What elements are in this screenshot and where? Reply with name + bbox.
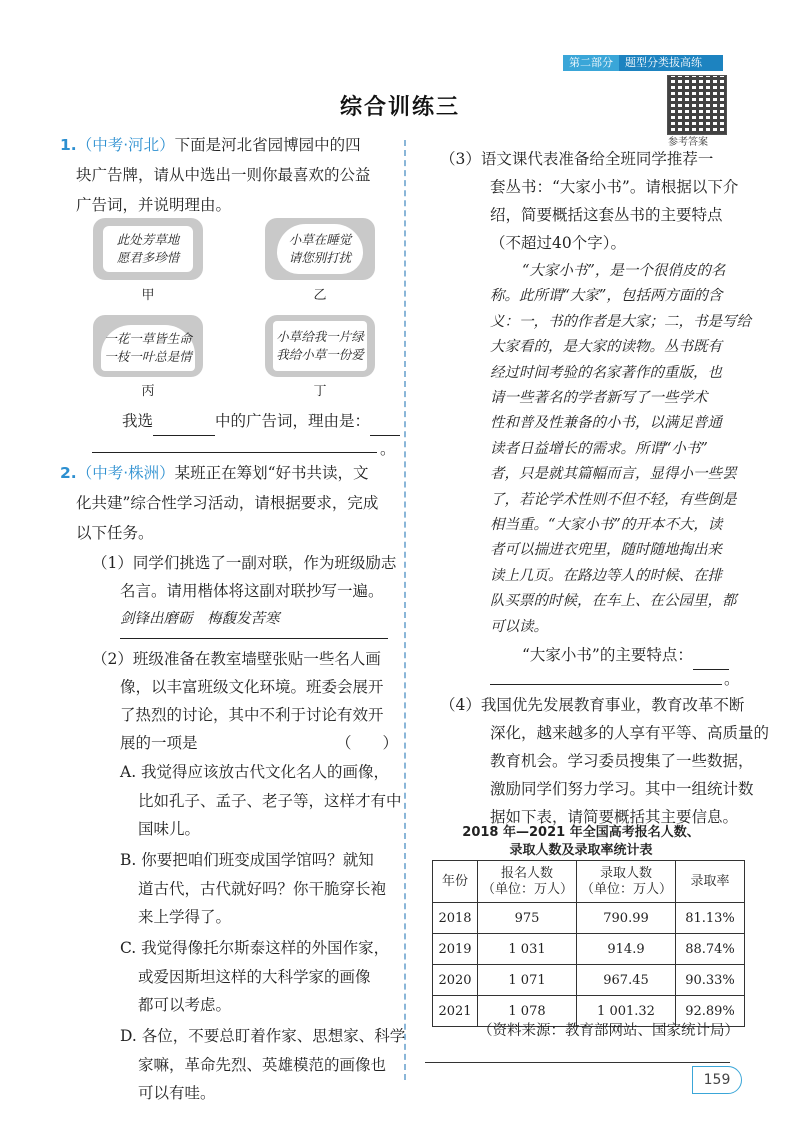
sign-yi bbox=[265, 218, 375, 280]
q2-line1 bbox=[60, 458, 369, 488]
header-rate: 录取率 bbox=[676, 861, 745, 903]
passage-line: 相当重。“大家小书”的开本不大，读 bbox=[490, 517, 723, 533]
q2-text: 某班正在筹划“好书共读，文 bbox=[174, 464, 369, 482]
passage-line: 了，若论学术性则不但不轻，有些倒是 bbox=[490, 491, 737, 508]
q3-answer-underline[interactable] bbox=[490, 684, 722, 685]
q1-text: 下面是河北省园博园中的四 bbox=[174, 136, 361, 154]
couplet-text: 剑锋出磨砺 梅馥发苦寒 bbox=[120, 611, 280, 627]
cell-admitted: 1 001.32 bbox=[577, 996, 676, 1027]
q2-source-tag: （中考·株洲） bbox=[76, 464, 175, 482]
q2-line3: 以下任务。 bbox=[76, 524, 154, 542]
q2-p1-line1: （1）同学们挑选了一副对联，作为班级励志 bbox=[92, 554, 397, 572]
q1-end: 。 bbox=[380, 440, 396, 458]
sign-ding-caption: 丁 bbox=[313, 384, 327, 399]
cell-applicants: 1 031 bbox=[478, 934, 577, 965]
header-applicants-b: （单位：万人） bbox=[482, 881, 574, 897]
column-divider bbox=[404, 140, 406, 1080]
cell-admitted: 914.9 bbox=[577, 934, 676, 965]
q1-number: 1. bbox=[60, 136, 77, 154]
q4-line4: 激励同学们努力学习。其中一组统计数 bbox=[490, 780, 754, 798]
q1-source-tag: （中考·河北） bbox=[76, 136, 175, 154]
sign-bing-line1: 一花一草皆生命 bbox=[104, 331, 192, 346]
option-c-line3: 都可以考虑。 bbox=[138, 996, 232, 1014]
bottom-rule bbox=[425, 1062, 730, 1063]
qr-label: 参考答案 bbox=[668, 137, 708, 148]
cell-year: 2021 bbox=[433, 996, 478, 1027]
passage-line: 者，只是就其篇幅而言，显得小一些罢 bbox=[490, 466, 737, 483]
cell-year: 2019 bbox=[433, 934, 478, 965]
sign-ding-line2: 我给小草一份爱 bbox=[276, 347, 364, 362]
q1-choice-blank[interactable] bbox=[153, 435, 215, 436]
cell-admitted: 790.99 bbox=[577, 903, 676, 934]
passage-line: 者可以揣进衣兜里，随时随地掏出来 bbox=[490, 542, 722, 559]
q1-line1 bbox=[60, 130, 361, 160]
cell-year: 2018 bbox=[433, 903, 478, 934]
passage-line: 称。此所谓“大家”，包括两方面的含 bbox=[490, 288, 723, 305]
q1-line3: 广告词，并说明理由。 bbox=[76, 196, 232, 214]
sign-bing-line2: 一枝一叶总是情 bbox=[104, 349, 192, 364]
table-title bbox=[432, 824, 730, 860]
table-row bbox=[433, 903, 745, 934]
option-a-line3: 国味儿。 bbox=[138, 820, 201, 838]
cell-admitted: 967.45 bbox=[577, 965, 676, 996]
passage-line: 义：一，书的作者是大家；二，书是写给 bbox=[490, 313, 751, 330]
option-c-line2: 或爱因斯坦这样的大科学家的画像 bbox=[138, 968, 371, 986]
q4-line2: 深化，越来越多的人享有平等、高质量的 bbox=[490, 724, 770, 742]
cell-rate: 90.33% bbox=[676, 965, 745, 996]
table-title-line2: 录取人数及录取率统计表 bbox=[509, 843, 653, 858]
sign-jia-line2: 愿君多珍惜 bbox=[116, 250, 180, 265]
stats-table bbox=[432, 860, 745, 1027]
passage-line: 经过时间考验的名家著作的重版，也 bbox=[490, 364, 722, 381]
q2-p2-line1: （2）班级准备在教室墙壁张贴一些名人画 bbox=[92, 650, 381, 668]
option-b-line1[interactable]: B. 你要把咱们班变成国学馆吗？就知 bbox=[120, 851, 374, 869]
passage-line: 队买票的时候，在车上、在公园里，都 bbox=[490, 593, 737, 610]
table-row bbox=[433, 934, 745, 965]
passage-line: 请一些著名的学者新写了一些学术 bbox=[490, 390, 708, 406]
q3-answer-label: “大家小书”的主要特点： bbox=[522, 646, 693, 664]
q2-number: 2. bbox=[60, 464, 77, 482]
header-year: 年份 bbox=[433, 861, 478, 903]
q4-line5: 据如下表，请简要概括其主要信息。 bbox=[490, 808, 739, 826]
q1-choose-prefix: 我选 bbox=[122, 412, 154, 430]
cell-applicants: 1 078 bbox=[478, 996, 577, 1027]
q3-line4: （不超过40个字）。 bbox=[490, 234, 626, 252]
option-c-line1[interactable]: C. 我觉得像托尔斯泰这样的外国作家， bbox=[120, 939, 390, 957]
cell-rate: 92.89% bbox=[676, 996, 745, 1027]
q1-choose-line bbox=[122, 406, 400, 436]
section-header-bar bbox=[563, 55, 723, 71]
option-a-line2: 比如孔子、孟子、老子等，这样才有中 bbox=[138, 792, 402, 810]
table-row bbox=[433, 965, 745, 996]
sign-ding-line1: 小草给我一片绿 bbox=[276, 329, 364, 344]
q2-p1-line2: 名言。请用楷体将这副对联抄写一遍。 bbox=[120, 582, 384, 600]
q2-answer-paren[interactable]: （ ） bbox=[336, 734, 399, 752]
passage-line: 读者日益增长的需求。所谓“小书” bbox=[490, 440, 708, 457]
part-label: 第二部分 bbox=[563, 55, 619, 71]
table-title-line1: 2018 年—2021 年全国高考报名人数、 bbox=[462, 825, 700, 840]
cell-applicants: 975 bbox=[478, 903, 577, 934]
sign-yi-line2: 请您别打扰 bbox=[288, 250, 352, 265]
cell-year: 2020 bbox=[433, 965, 478, 996]
passage-line: 性和普及性兼备的小书，以满足普通 bbox=[490, 415, 722, 432]
page-number: 159 bbox=[692, 1066, 742, 1094]
q3-line1: （3）语文课代表准备给全班同学推荐一 bbox=[440, 150, 714, 168]
cell-applicants: 1 071 bbox=[478, 965, 577, 996]
cell-rate: 81.13% bbox=[676, 903, 745, 934]
q1-line2: 块广告牌，请从中选出一则你最喜欢的公益 bbox=[76, 166, 371, 184]
q2-copy-line[interactable] bbox=[120, 638, 388, 639]
sign-yi-line1: 小草在睡觉 bbox=[288, 232, 352, 247]
sign-bing bbox=[93, 315, 203, 377]
option-d-line1[interactable]: D. 各位，不要总盯着作家、思想家、科学 bbox=[120, 1027, 406, 1045]
passage-line: 可以读。 bbox=[490, 618, 548, 635]
sign-jia-line1: 此处芳草地 bbox=[116, 232, 180, 247]
option-a-line1[interactable]: A. 我觉得应该放古代文化名人的画像， bbox=[120, 763, 390, 781]
q3-line3: 绍，简要概括这套丛书的主要特点 bbox=[490, 206, 723, 224]
sign-yi-caption: 乙 bbox=[313, 288, 327, 303]
sign-jia-caption: 甲 bbox=[141, 288, 155, 303]
q2-p2-line2: 像，以丰富班级文化环境。班委会展开 bbox=[120, 678, 384, 696]
q2-p2-line4: 展的一项是 bbox=[120, 734, 198, 752]
option-b-line2: 道古代，古代就好吗？你干脆穿长袍 bbox=[138, 880, 387, 898]
section-label: 题型分类拔高练 bbox=[619, 55, 723, 71]
header-admitted bbox=[577, 861, 676, 903]
sign-bing-caption: 丙 bbox=[141, 384, 155, 399]
header-admitted-a: 录取人数 bbox=[599, 865, 652, 881]
header-applicants-a: 报名人数 bbox=[500, 865, 553, 881]
q4-line1: （4）我国优先发展教育事业，教育改革不断 bbox=[440, 696, 745, 714]
sign-ding bbox=[265, 315, 375, 377]
q4-line3: 教育机会。学习委员搜集了一些数据， bbox=[490, 752, 754, 770]
passage-line: “大家小书”，是一个很俏皮的名 bbox=[522, 263, 726, 279]
header-applicants bbox=[478, 861, 577, 903]
q3-line2: 套丛书：“大家小书”。请根据以下介 bbox=[490, 178, 739, 196]
cell-rate: 88.74% bbox=[676, 934, 745, 965]
q1-choose-suffix: 中的广告词，理由是： bbox=[215, 412, 371, 430]
q3-answer-line bbox=[522, 640, 729, 670]
table-source: （资料来源：教育部网站、国家统计局） bbox=[478, 1023, 739, 1039]
q2-line2: 化共建”综合性学习活动，请根据要求，完成 bbox=[76, 494, 379, 512]
q2-p2-line3: 了热烈的讨论，其中不利于讨论有效开 bbox=[120, 706, 384, 724]
option-d-line3: 可以有哇。 bbox=[138, 1084, 216, 1102]
option-d-line2: 家嘛，革命先烈、英雄模范的画像也 bbox=[138, 1056, 387, 1074]
header-admitted-b: （单位：万人） bbox=[581, 881, 673, 897]
passage-line: 大家看的，是大家的读物。丛书既有 bbox=[490, 339, 722, 356]
q3-end: 。 bbox=[724, 670, 740, 688]
sign-jia bbox=[93, 218, 203, 280]
q1-answer-line[interactable] bbox=[92, 452, 377, 453]
page-title: 综合训练三 bbox=[339, 95, 460, 120]
passage-line: 读上几页。在路边等人的时候、在排 bbox=[490, 567, 722, 584]
option-b-line3: 来上学得了。 bbox=[138, 908, 232, 926]
